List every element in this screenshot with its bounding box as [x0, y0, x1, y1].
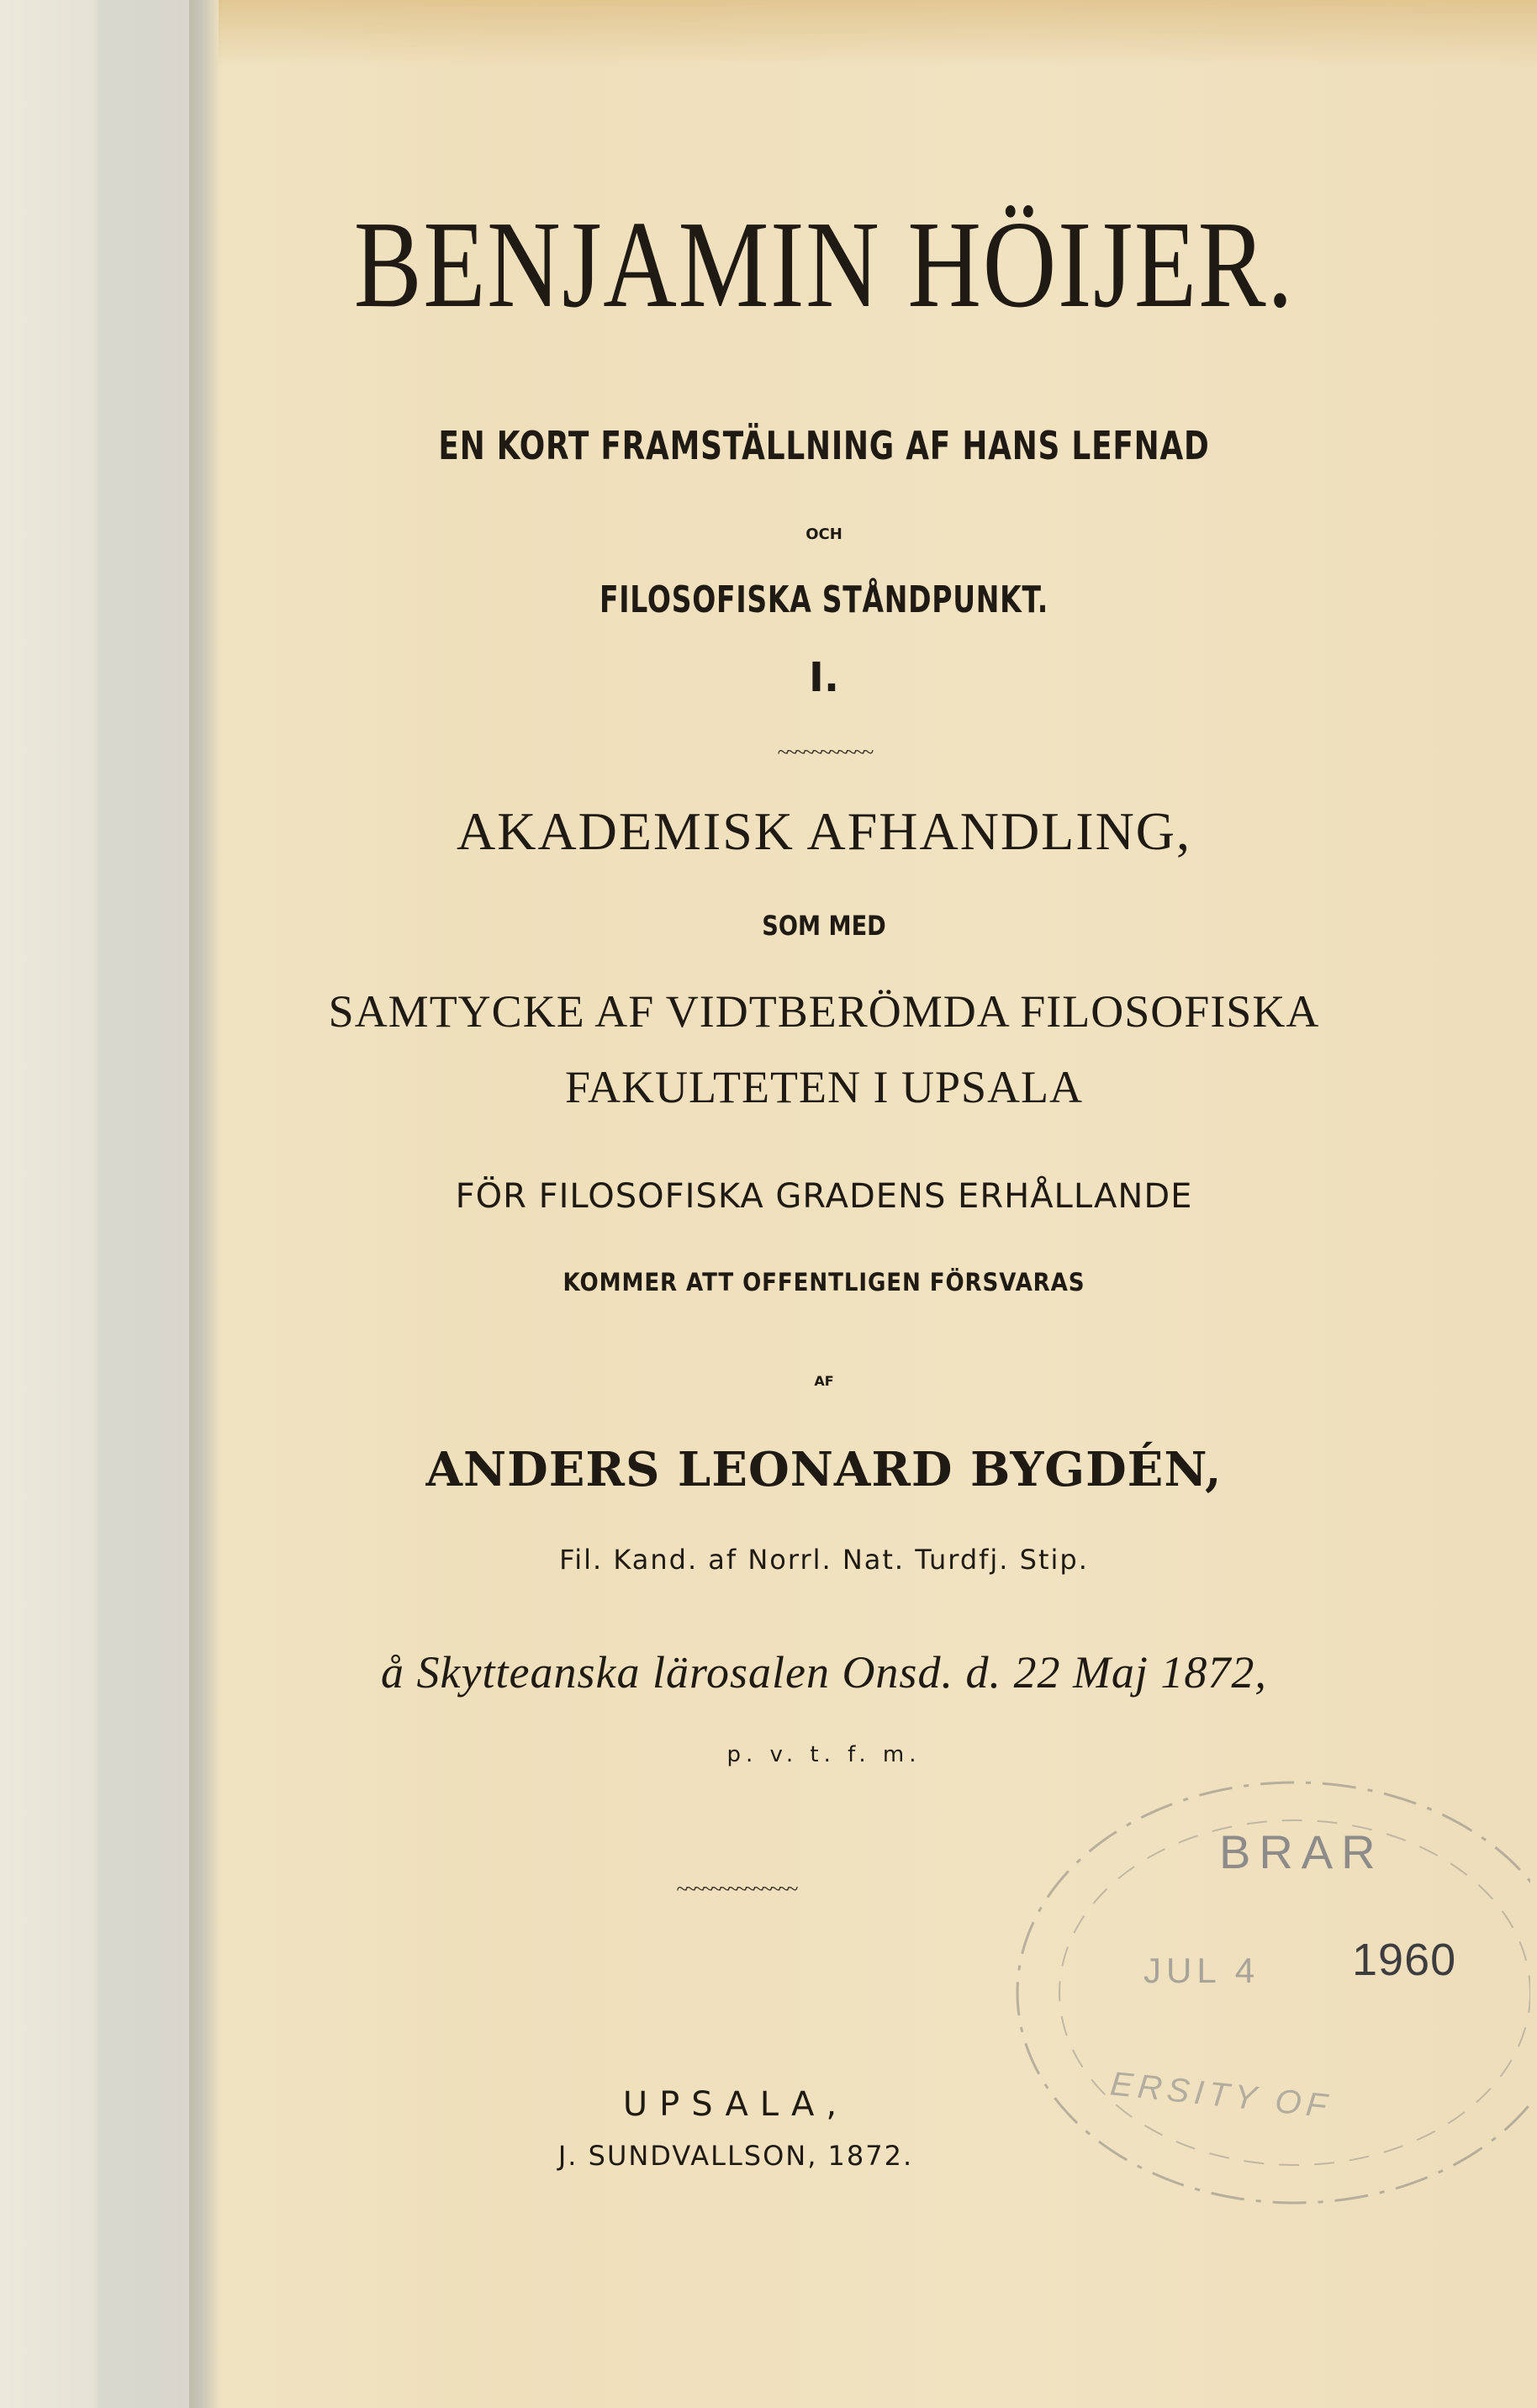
time-note: p. v. t. f. m. [726, 1742, 922, 1767]
grade-line: FÖR FILOSOFISKA GRADENS ERHÅLLANDE [455, 1177, 1193, 1216]
part-number: I. [808, 654, 840, 701]
stamp-year: 1960 [1352, 1935, 1457, 1985]
book-title: BENJAMIN HÖIJER. [353, 196, 1295, 334]
ornament-bottom: ~~~~~~~~~~~~~~ [676, 1877, 795, 1901]
samtycke-line: SAMTYCKE AF VIDTBERÖMDA FILOSOFISKA [328, 986, 1320, 1037]
ornament-top: ~~~~~~~~~~~ [777, 740, 871, 764]
fakulteten-line: FAKULTETEN I UPSALA [564, 1062, 1083, 1112]
author-name: ANDERS LEONARD BYGDÉN, [425, 1442, 1223, 1497]
stamp-date: JUL 4 [1144, 1951, 1260, 1990]
author-degree: Fil. Kand. af Norrl. Nat. Turdfj. Stip. [559, 1544, 1089, 1576]
stamp-university-text: ERSITY OF [1108, 2065, 1334, 2125]
publication-place: UPSALA, [622, 2085, 849, 2124]
subtitle-och: OCH [805, 525, 842, 543]
defense-line: KOMMER ATT OFFENTLIGEN FÖRSVARAS [563, 1268, 1085, 1296]
stamp-library-text: BRAR [1219, 1825, 1384, 1878]
af-label: AF [814, 1373, 834, 1389]
som-med: SOM MED [762, 910, 886, 942]
binding-shadow [189, 0, 223, 2408]
subtitle-line-1: EN KORT FRAMSTÄLLNING AF HANS LEFNAD [438, 423, 1210, 468]
printer-line: J. SUNDVALLSON, 1872. [557, 2140, 914, 2172]
venue-date: å Skytteanska lärosalen Onsd. d. 22 Maj 1872, [381, 1647, 1267, 1698]
subtitle-line-2: FILOSOFISKA STÅNDPUNKT. [599, 578, 1049, 621]
thesis-type: AKADEMISK AFHANDLING, [457, 801, 1191, 861]
